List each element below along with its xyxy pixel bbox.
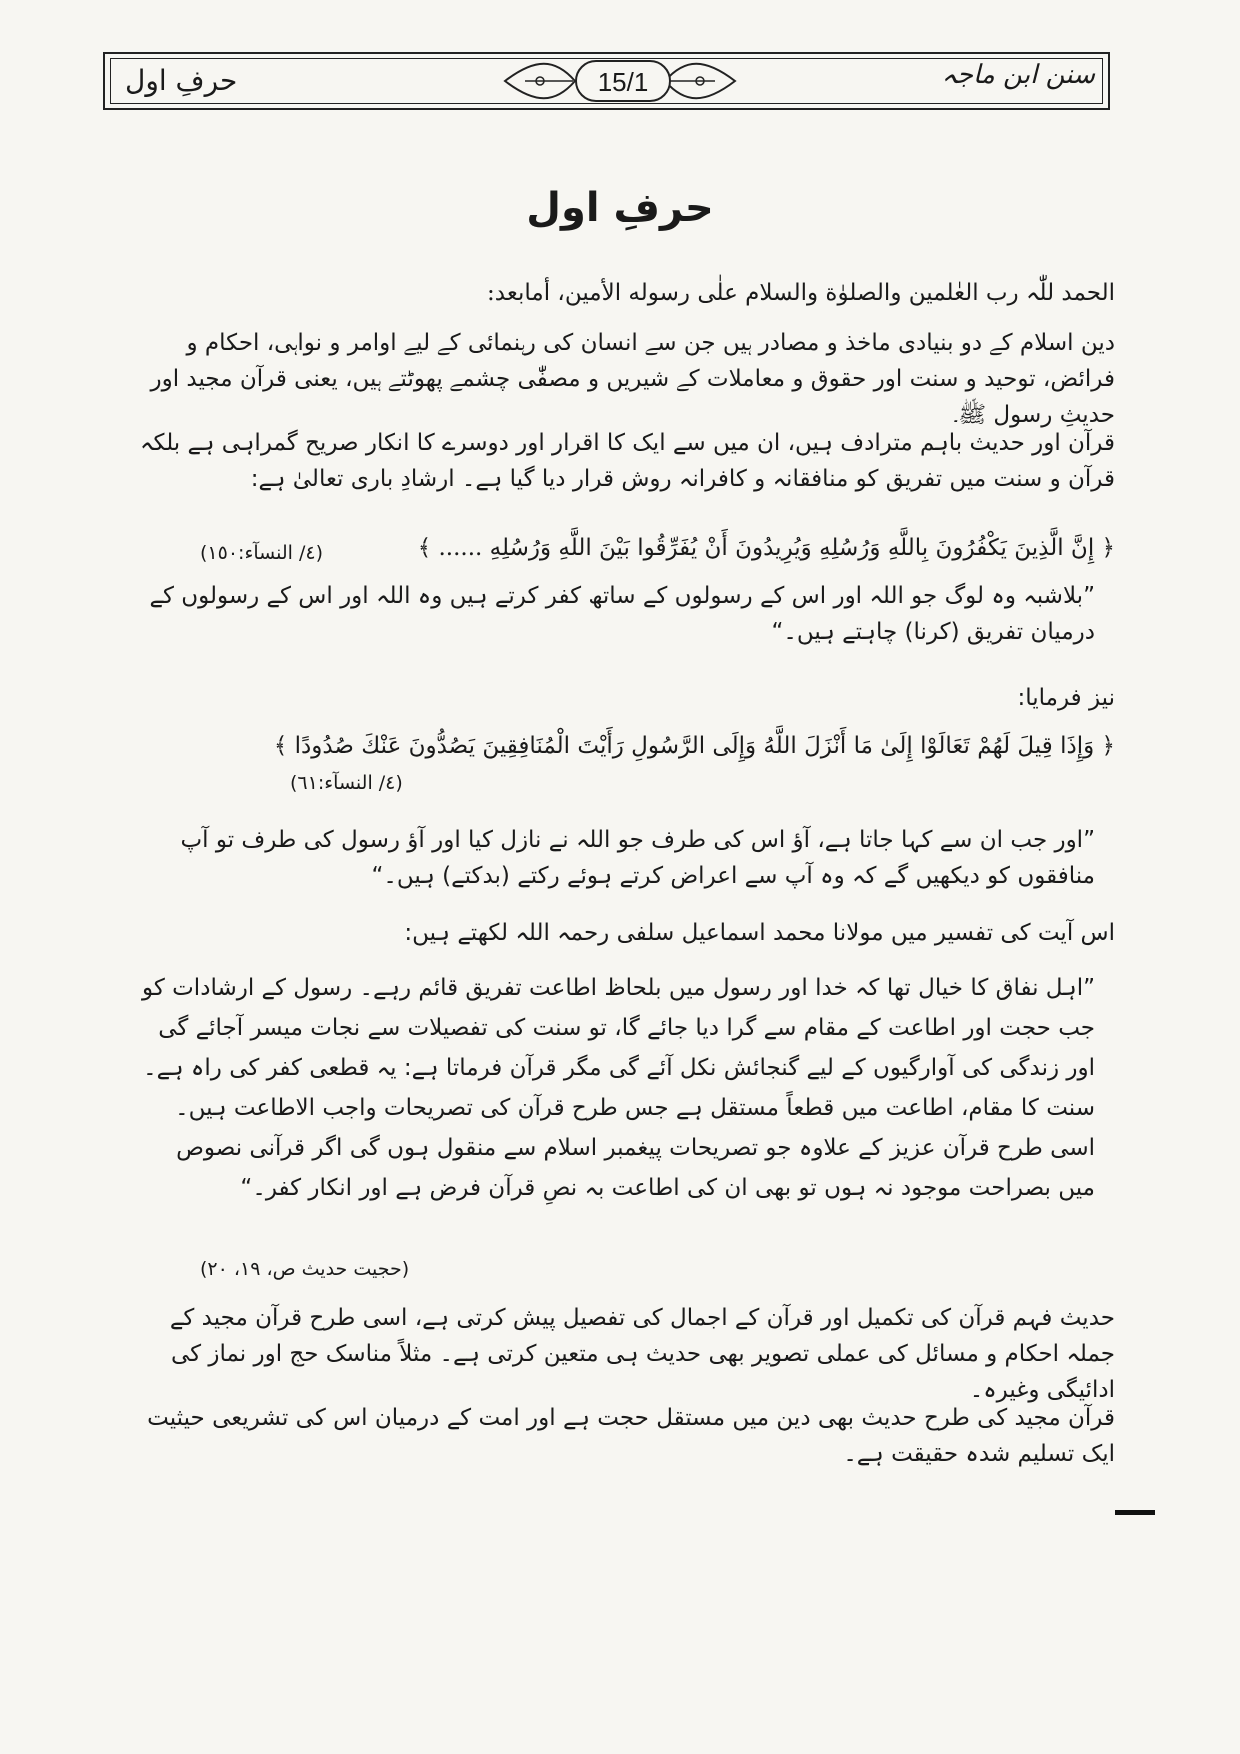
paragraph-2: قرآن اور حدیث باہم مترادف ہیں، ان میں سے ایک کا اقرار اور دوسرے کا انکار صریح گمراہی ہے بلکہ قرآن و سنت میں تفریق کو منافقانہ و کافرانہ روش قرار دیا گیا ہے۔ ارشادِ باری تعالیٰ ہے: bbox=[140, 430, 1115, 492]
ayah-1: ﴿ إِنَّ الَّذِينَ يَكْفُرُونَ بِاللَّهِ وَرُسُلِهِ وَيُرِيدُونَ أَنْ يُفَرِّقُوا بَيْنَ اللَّهِ وَرُسُلِهِ ...... ﴾ bbox=[417, 535, 1115, 561]
paragraph-3: حدیث فہم قرآن کی تکمیل اور قرآن کے اجمال کی تفصیل پیش کرتی ہے، اسی طرح قرآن مجید کے جملہ احکام و مسائل کی عملی تصویر بھی حدیث ہی متعین کرتی ہے۔ مثلاً مناسک حج اور نماز کی ادائیگی وغیرہ۔ bbox=[169, 1305, 1115, 1403]
page-number: 15/1 bbox=[575, 60, 671, 102]
paragraph-1: دین اسلام کے دو بنیادی ماخذ و مصادر ہیں جن سے انسان کی رہنمائی کے لیے اوامر و نواہی، احکام و فرائض، توحید و سنت اور حقوق و معاملات کے شیریں و مصفّٰی چشمے پھوٹتے ہیں، یعنی قرآن مجید اور حدیثِ رسول ﷺ۔ bbox=[150, 330, 1115, 428]
ayah-1-reference: (٤/ النسآء:١٥٠) bbox=[200, 542, 324, 564]
opening-invocation: الحمد للّٰہ رب العٰلمین والصلوٰة والسلام علٰی رسوله الأمین، أمابعد: bbox=[487, 280, 1115, 306]
section-name: حرفِ اول bbox=[125, 64, 238, 97]
book-title: سنن ابن ماجہ bbox=[941, 60, 1095, 90]
translation-1: ”بلاشبہ وہ لوگ جو اللہ اور اس کے رسولوں کے ساتھ کفر کرتے ہیں وہ اللہ اور اس کے رسولوں کے درمیان تفریق (کرنا) چاہتے ہیں۔“ bbox=[149, 583, 1095, 645]
scholar-quote: ”اہل نفاق کا خیال تھا کہ خدا اور رسول میں بلحاظ اطاعت تفریق قائم رہے۔ رسول کے ارشادات کو جب حجت اور اطاعت کے مقام سے گرا دیا جائے گا، تو سنت کی تفصیلات سے نجات میسر آجائے گی اور زندگی کی آوارگیوں کے لیے گنجائش نکل آئے گی مگر قرآن فرماتا ہے: یہ قطعی کفر کی راہ ہے۔ سنت کا مقام، اطاعت میں قطعاً مستقل ہے جس طرح قرآن کی تصریحات واجب الاطاعت ہیں۔ اسی طرح قرآن عزیز کے علاوہ جو تصریحات پیغمبر اسلام سے منقول ہوں گی اگر قرآنی نصوص میں بصراحت موجود نہ ہوں تو بھی ان کی اطاعت بہ نصِ قرآن فرض ہے اور انکار کفر۔“ bbox=[142, 975, 1095, 1201]
translation-2: ”اور جب ان سے کہا جاتا ہے، آؤ اس کی طرف جو اللہ نے نازل کیا اور آؤ رسول کی طرف تو آپ منافقوں کو دیکھیں گے کہ وہ آپ سے اعراض کرتے ہوئے رکتے (بدکتے) ہیں۔“ bbox=[180, 827, 1095, 889]
paragraph-4: قرآن مجید کی طرح حدیث بھی دین میں مستقل حجت ہے اور امت کے درمیان اس کی تشریعی حیثیت ایک تسلیم شدہ حقیقت ہے۔ bbox=[147, 1405, 1115, 1467]
quote-reference: (حجیت حدیث ص، ١٩، ٢٠) bbox=[200, 1258, 410, 1280]
ayah-2-reference: (٤/ النسآء:٦١) bbox=[290, 772, 403, 794]
page-title: حرفِ اول bbox=[526, 185, 714, 231]
tafsir-intro: اس آیت کی تفسیر میں مولانا محمد اسماعیل سلفی رحمہ اللہ لکھتے ہیں: bbox=[404, 920, 1115, 946]
ayah-2: ﴿ وَإِذَا قِيلَ لَهُمْ تَعَالَوْا إِلَىٰ مَا أَنْزَلَ اللَّهُ وَإِلَى الرَّسُولِ رَأَيْتَ الْمُنَافِقِينَ يَصُدُّونَ عَنْكَ صُدُودًا ﴾ bbox=[273, 733, 1115, 759]
further-said: نیز فرمایا: bbox=[1017, 685, 1115, 711]
page-edge-mark bbox=[1115, 1510, 1155, 1515]
